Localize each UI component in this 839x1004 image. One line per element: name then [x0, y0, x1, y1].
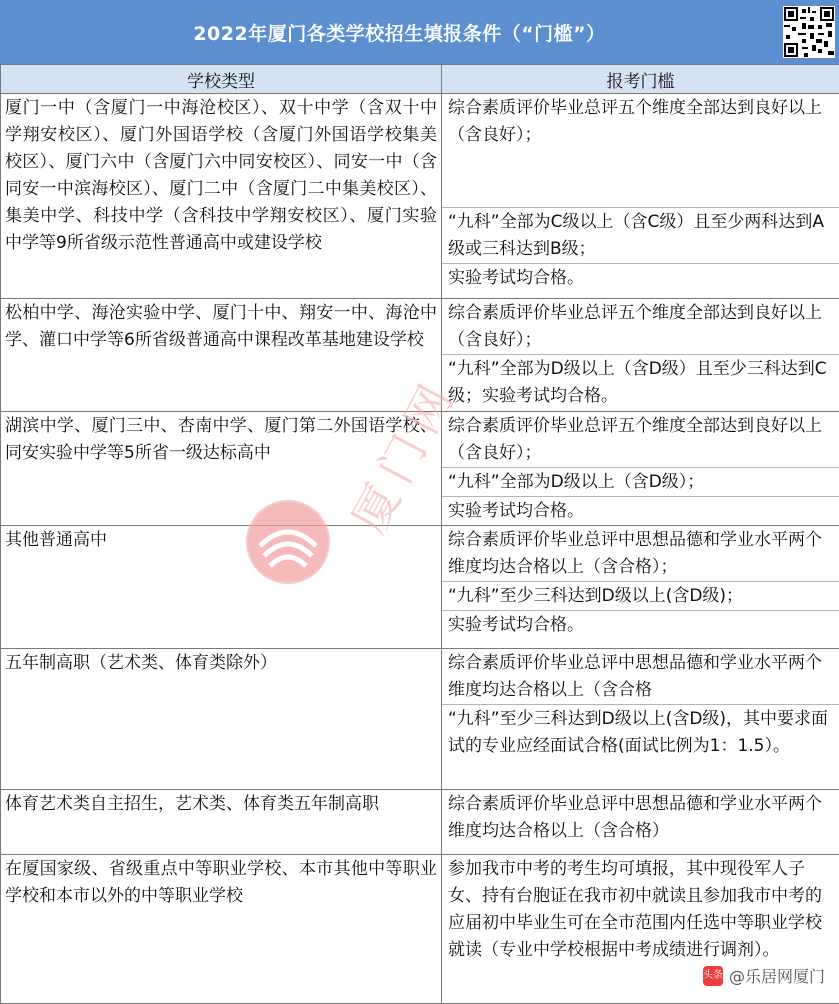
- school-type-text: 松柏中学、海沧实验中学、厦门十中、翔安一中、海沧中学、灌口中学等6所省级普通高中课程改革基地建设学校: [1, 299, 441, 354]
- requirements-cell: [442, 94, 839, 299]
- table-row: [1, 790, 839, 855]
- requirement-line: 实验考试均合格。: [442, 263, 839, 292]
- qr-code-icon: [783, 6, 835, 58]
- requirements-cell: [442, 299, 839, 412]
- school-type-text: 体育艺术类自主招生，艺术类、体育类五年制高职: [1, 790, 441, 818]
- requirements-cell: [442, 412, 839, 526]
- source-credit: [703, 964, 825, 987]
- credit-text: @乐居网厦门: [729, 964, 825, 987]
- school-type-cell: [1, 526, 442, 649]
- school-type-text: 其他普通高中: [1, 526, 441, 554]
- table-row: [1, 526, 839, 649]
- toutiao-icon: 头条: [703, 966, 723, 986]
- school-type-cell: [1, 790, 442, 855]
- school-type-cell: [1, 94, 442, 299]
- requirement-line: 参加我市中考的考生均可填报，其中现役军人子女、持有台胞证在我市初中就读且参加我市中考的应届初中毕业生可在全市范围内任选中等职业学校就读（专业中学校根据中考成绩进行调剂）。: [442, 855, 839, 964]
- requirements-cell: [442, 790, 839, 855]
- requirement-line: 综合素质评价毕业总评中思想品德和学业水平两个维度均达合格以上（含合格）: [442, 790, 839, 845]
- requirement-line: “九科”全部为D级以上（含D级）；: [442, 467, 839, 496]
- requirement-line: 综合素质评价毕业总评五个维度全部达到良好以上（含良好）；: [442, 412, 839, 467]
- school-type-cell: [1, 649, 442, 790]
- title-bar: [0, 0, 839, 64]
- table-row: [1, 299, 839, 412]
- school-type-text: 在厦国家级、省级重点中等职业学校、本市其他中等职业学校和本市以外的中等职业学校: [1, 855, 441, 910]
- table-header-row: [1, 65, 839, 94]
- school-type-text: 厦门一中（含厦门一中海沧校区）、双十中学（含双十中学翔安校区）、厦门外国语学校（含厦门外国语学校集美校区）、厦门六中（含厦门六中同安校区）、同安一中（含同安一中滨海校区）、厦门二中（含厦门二中集美校区）、集美中学、科技中学（含科技中学翔安校区）、厦门实验中学等9所省级示范性普通高中或建设学校: [1, 94, 441, 257]
- school-type-text: 五年制高职（艺术类、体育类除外）: [1, 649, 441, 677]
- table-row: [1, 649, 839, 790]
- watermark-text: 厦门网: [333, 363, 470, 542]
- requirement-line: “九科”至少三科达到D级以上(含D级)；: [442, 581, 839, 610]
- requirement-line: 实验考试均合格。: [442, 496, 839, 525]
- requirement-line: 实验考试均合格。: [442, 610, 839, 639]
- table-row: [1, 412, 839, 526]
- school-type-cell: [1, 299, 442, 412]
- requirement-line: 综合素质评价毕业总评中思想品德和学业水平两个维度均达合格以上（含合格）；: [442, 526, 839, 581]
- page-title: 2022年厦门各类学校招生填报条件（“门槛”）: [193, 19, 605, 46]
- table-row: [1, 94, 839, 299]
- requirement-line: “九科”全部为D级以上（含D级）且至少三科达到C级；实验考试均合格。: [442, 354, 839, 410]
- school-type-cell: [1, 412, 442, 526]
- requirement-line: 综合素质评价毕业总评五个维度全部达到良好以上（含良好）；: [442, 94, 839, 149]
- requirement-line: 综合素质评价毕业总评五个维度全部达到良好以上（含良好）；: [442, 299, 839, 354]
- requirements-cell: [442, 526, 839, 649]
- school-type-text: 湖滨中学、厦门三中、杏南中学、厦门第二外国语学校、同安实验中学等5所省一级达标高中: [1, 412, 441, 467]
- school-type-cell: [1, 855, 442, 1004]
- column-header-school-type: 学校类型: [1, 65, 442, 94]
- requirement-line: “九科”至少三科达到D级以上(含D级)，其中要求面试的专业应经面试合格(面试比例为1：1.5）。: [442, 704, 839, 760]
- column-header-requirements: 报考门槛: [442, 65, 839, 94]
- admission-table: [0, 64, 839, 1004]
- requirements-cell: [442, 649, 839, 790]
- requirement-line: “九科”全部为C级以上（含C级）且至少两科达到A级或三科达到B级；: [442, 207, 839, 263]
- requirement-line: 综合素质评价毕业总评中思想品德和学业水平两个维度均达合格以上（含合格: [442, 649, 839, 704]
